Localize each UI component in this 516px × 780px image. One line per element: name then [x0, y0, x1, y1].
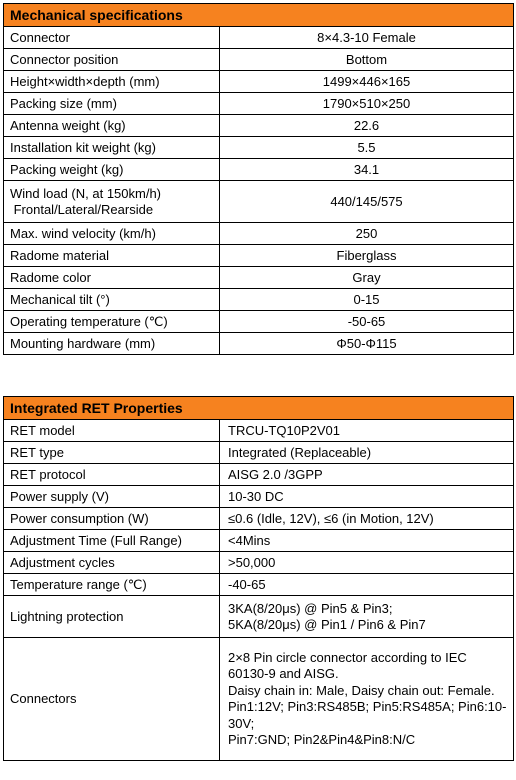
- row-label: Packing weight (kg): [4, 159, 220, 181]
- row-label: RET protocol: [4, 464, 220, 486]
- row-label: [4, 181, 220, 223]
- table-row: [4, 93, 514, 115]
- row-value: 8×4.3-10 Female: [220, 27, 514, 49]
- row-label: Mounting hardware (mm): [4, 333, 220, 355]
- row-value-line: 3KA(8/20μs) @ Pin5 & Pin3;: [228, 600, 393, 616]
- row-value: 34.1: [220, 159, 514, 181]
- ret-properties-table: [3, 396, 514, 761]
- row-label: Connector: [4, 27, 220, 49]
- row-value: 250: [220, 223, 514, 245]
- row-value-line: Pin1:12V; Pin3:RS485B; Pin5:RS485A; Pin6:10-30V;: [228, 699, 507, 731]
- table-row: [4, 71, 514, 93]
- row-value: ≤0.6 (Idle, 12V), ≤6 (in Motion, 12V): [220, 508, 514, 530]
- row-label: Height×width×depth (mm): [4, 71, 220, 93]
- table-row: [4, 530, 514, 552]
- table-row: [4, 596, 514, 638]
- table-row: [4, 311, 514, 333]
- table-row: [4, 638, 514, 761]
- row-value-line: Pin7:GND; Pin2&Pin4&Pin8:N/C: [228, 732, 416, 747]
- row-value: <4Mins: [220, 530, 514, 552]
- row-value: 440/145/575: [220, 181, 514, 223]
- row-label: Connector position: [4, 49, 220, 71]
- table-row: [4, 464, 514, 486]
- row-label: Connectors: [4, 638, 220, 761]
- table-row: [4, 267, 514, 289]
- table-header: [4, 4, 514, 27]
- row-value-line: 2×8 Pin circle connector according to IEC 60130-9 and AISG.: [228, 649, 467, 681]
- row-label: Packing size (mm): [4, 93, 220, 115]
- row-label: Antenna weight (kg): [4, 115, 220, 137]
- row-value: 5.5: [220, 137, 514, 159]
- row-value: Fiberglass: [220, 245, 514, 267]
- ret-title: Integrated RET Properties: [4, 397, 514, 420]
- table-row: [4, 333, 514, 355]
- row-value: >50,000: [220, 552, 514, 574]
- table-row: [4, 486, 514, 508]
- row-value: 0-15: [220, 289, 514, 311]
- row-value: 22.6: [220, 115, 514, 137]
- table-row: [4, 508, 514, 530]
- row-label: Mechanical tilt (°): [4, 289, 220, 311]
- row-label: Power consumption (W): [4, 508, 220, 530]
- table-row: [4, 137, 514, 159]
- row-value: -40-65: [220, 574, 514, 596]
- row-value: Gray: [220, 267, 514, 289]
- row-label: Radome color: [4, 267, 220, 289]
- table-row: [4, 27, 514, 49]
- row-label: Power supply (V): [4, 486, 220, 508]
- table-row: [4, 552, 514, 574]
- row-value: [220, 638, 514, 761]
- row-value: AISG 2.0 /3GPP: [220, 464, 514, 486]
- row-value: Φ50-Φ115: [220, 333, 514, 355]
- row-label: Adjustment cycles: [4, 552, 220, 574]
- row-value: 1790×510×250: [220, 93, 514, 115]
- row-label: Adjustment Time (Full Range): [4, 530, 220, 552]
- table-header: [4, 397, 514, 420]
- row-label: Operating temperature (℃): [4, 311, 220, 333]
- row-value: TRCU-TQ10P2V01: [220, 420, 514, 442]
- table-row: [4, 223, 514, 245]
- row-value: 10-30 DC: [220, 486, 514, 508]
- row-label-line: Frontal/Lateral/Rearside: [10, 201, 154, 217]
- table-row: [4, 574, 514, 596]
- row-label: Radome material: [4, 245, 220, 267]
- row-value-line: Daisy chain in: Male, Daisy chain out: Female.: [228, 682, 495, 698]
- table-row: [4, 115, 514, 137]
- row-label: Temperature range (℃): [4, 574, 220, 596]
- table-row: [4, 159, 514, 181]
- row-label: Installation kit weight (kg): [4, 137, 220, 159]
- row-value: -50-65: [220, 311, 514, 333]
- row-value: [220, 596, 514, 638]
- table-row: [4, 420, 514, 442]
- row-value: Integrated (Replaceable): [220, 442, 514, 464]
- table-row: [4, 245, 514, 267]
- row-label: Max. wind velocity (km/h): [4, 223, 220, 245]
- row-value: Bottom: [220, 49, 514, 71]
- row-value: 1499×446×165: [220, 71, 514, 93]
- mechanical-specifications-table: [3, 3, 514, 355]
- row-label-line: Wind load (N, at 150km/h): [10, 185, 162, 201]
- mechanical-title: Mechanical specifications: [4, 4, 514, 27]
- row-label: RET type: [4, 442, 220, 464]
- row-value-line: 5KA(8/20μs) @ Pin1 / Pin6 & Pin7: [228, 616, 426, 632]
- table-row: [4, 442, 514, 464]
- table-row: [4, 181, 514, 223]
- table-row: [4, 49, 514, 71]
- table-row: [4, 289, 514, 311]
- row-label: RET model: [4, 420, 220, 442]
- row-label: Lightning protection: [4, 596, 220, 638]
